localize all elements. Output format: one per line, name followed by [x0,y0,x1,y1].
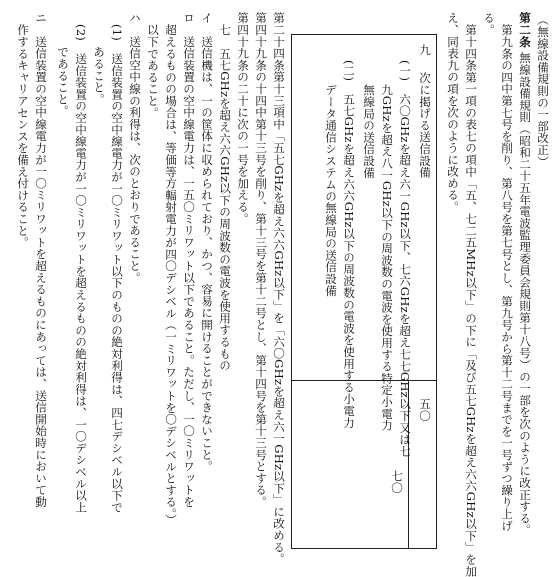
doc-line: え、同表九の項を次のように改める。 [446,12,460,213]
doc-line: ロ 送信装置の空中線電力は、一五〇ミリワット以下であること。ただし、一〇ミリワットを [182,12,196,508]
doc-line: ニ 送信装置の空中線電力が一〇ミリワットを超えるものにあっては、送信開始時において動 [34,12,48,508]
doc-line: 七 五七GHzを超え六六GHz以下の周波数の電波を使用するもの [218,24,232,372]
table-item: 九GHzを超え八一GHz以下の周波数の電波を使用する特定小電力 [380,84,394,432]
doc-line: イ 送信機は、一の筐体に収められており、かつ、容易に開けることができないこと。 [200,12,214,473]
table-row-label: 九 [418,44,432,56]
table-item: データ通信システムの無線局の送信設備 [324,84,338,297]
doc-line: 第二十四条第十三項中「五七GHzを超え六六GHz以下」を「六〇GHzを超え六一GHz以下」に改める。 [272,12,286,565]
doc-line: 作するキャリアセンスを備え付けること。 [16,24,30,249]
doc-line: 第四十九条の二十に次の一号を加える。 [236,12,250,225]
table-row-title: 次に掲げる送信設備 [418,72,432,179]
table-value-a: 五〇 [418,398,432,422]
doc-line: (2) 送信装置の空中線電力が一〇ミリワットを超えるものの絶対利得は、一〇デシベル以上 [74,24,88,514]
doc-line: 超えるものの場合は、等価等方輻射電力が四〇デシベル（一ミリワットを〇デシベルとする。） [164,24,178,526]
doc-line: 無線設備規則（昭和二十五年電波監理委員会規則第十八号）の一部を次のように改正する。 [518,52,532,536]
section-header: （無線設備規則の一部改正） [536,14,550,168]
doc-line: あること。 [92,46,106,105]
article-heading: 第二条 [518,12,532,48]
table-divider-horizontal [291,380,437,381]
table-value-b: 七〇 [390,470,404,494]
doc-line: であること。 [56,46,70,117]
doc-line: 第四十九条の十四中第十三号を削り、第十三号を第十二号とし、第十四号を第十三号とする。 [254,12,268,508]
table-item: 無線局の送信設備 [362,84,376,179]
doc-line: 第十四条第一項の表七の項中「五、七二五MHz以下」の下に「及び五七GHzを超え六六GHz以下」を加 [464,24,478,577]
doc-line: 以下であること。 [146,24,160,119]
doc-line: ハ 送信空中線の利得は、次のとおりであること。 [128,12,142,284]
doc-line: (1) 送信装置の空中線電力が一〇ミリワット以下のものの絶対利得は、四七デシベル以下で [110,24,124,514]
doc-line: る。 [482,12,496,36]
table-item: (一) 六〇GHzを超え六一GHz以下、七六GHzを超え七七GHz以下又は七 [398,60,412,457]
table-item: (二) 五七GHzを超え六六GHz以下の周波数の電波を使用する小電力 [342,60,356,429]
doc-line: 第九条の四中第七号を削り、第八号を第七号とし、第九号から第十二号までを一号ずつ繰り上げ [500,24,514,532]
